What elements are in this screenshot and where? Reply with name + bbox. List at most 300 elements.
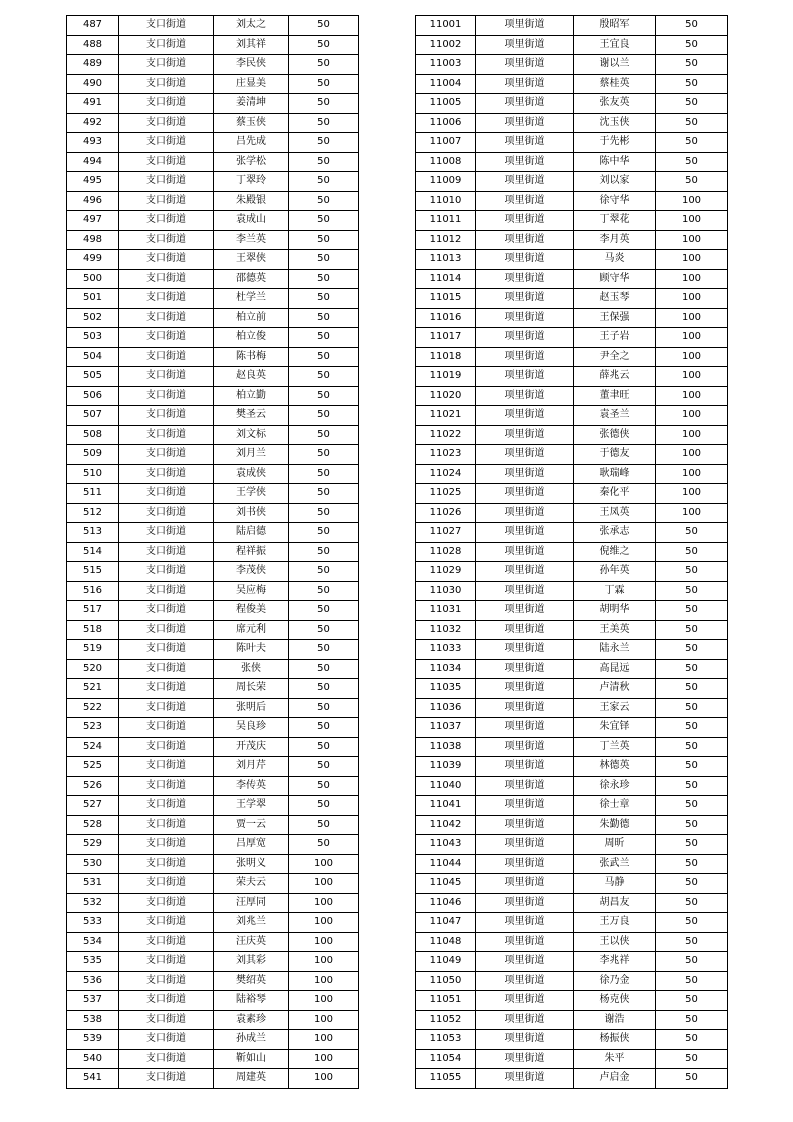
street-cell: 项里街道: [476, 113, 574, 133]
name-cell: 张明后: [214, 698, 289, 718]
row-number-cell: 493: [67, 133, 119, 153]
name-cell: 吴良珍: [214, 718, 289, 738]
street-cell: 项里街道: [476, 191, 574, 211]
street-cell: 项里街道: [476, 503, 574, 523]
table-row: [67, 659, 359, 679]
name-cell: 周昕: [574, 835, 656, 855]
amount-cell: 50: [289, 523, 359, 543]
street-cell: 项里街道: [476, 523, 574, 543]
name-cell: 袁成侠: [214, 464, 289, 484]
row-number-cell: 11035: [416, 679, 476, 699]
table-row: [416, 445, 728, 465]
name-cell: 陈中华: [574, 152, 656, 172]
name-cell: 刘月芹: [214, 757, 289, 777]
street-cell: 项里街道: [476, 250, 574, 270]
name-cell: 贾一云: [214, 815, 289, 835]
row-number-cell: 502: [67, 308, 119, 328]
street-cell: 支口街道: [119, 1010, 214, 1030]
amount-cell: 50: [289, 328, 359, 348]
amount-cell: 100: [289, 1049, 359, 1069]
table-row: [416, 133, 728, 153]
left-roster-table: [66, 15, 359, 1089]
table-row: [67, 737, 359, 757]
amount-cell: 50: [656, 35, 728, 55]
amount-cell: 50: [656, 640, 728, 660]
street-cell: 项里街道: [476, 737, 574, 757]
street-cell: 支口街道: [119, 698, 214, 718]
street-cell: 项里街道: [476, 289, 574, 309]
row-number-cell: 525: [67, 757, 119, 777]
table-row: [416, 289, 728, 309]
amount-cell: 100: [289, 1010, 359, 1030]
table-row: [416, 562, 728, 582]
amount-cell: 100: [656, 425, 728, 445]
street-cell: 项里街道: [476, 718, 574, 738]
row-number-cell: 11043: [416, 835, 476, 855]
amount-cell: 50: [656, 679, 728, 699]
amount-cell: 50: [656, 94, 728, 114]
table-row: [416, 328, 728, 348]
street-cell: 支口街道: [119, 269, 214, 289]
name-cell: 王家云: [574, 698, 656, 718]
amount-cell: 100: [656, 230, 728, 250]
amount-cell: 50: [289, 718, 359, 738]
street-cell: 项里街道: [476, 94, 574, 114]
street-cell: 项里街道: [476, 1030, 574, 1050]
right-roster-table: [415, 15, 728, 1089]
amount-cell: 50: [289, 815, 359, 835]
name-cell: 刘书侠: [214, 503, 289, 523]
table-row: [416, 620, 728, 640]
row-number-cell: 521: [67, 679, 119, 699]
table-row: [416, 74, 728, 94]
row-number-cell: 11017: [416, 328, 476, 348]
amount-cell: 100: [656, 250, 728, 270]
name-cell: 王宜良: [574, 35, 656, 55]
amount-cell: 50: [289, 172, 359, 192]
row-number-cell: 516: [67, 581, 119, 601]
row-number-cell: 11004: [416, 74, 476, 94]
amount-cell: 50: [289, 230, 359, 250]
name-cell: 徐守华: [574, 191, 656, 211]
name-cell: 殷昭军: [574, 16, 656, 36]
amount-cell: 50: [656, 796, 728, 816]
name-cell: 柏立勤: [214, 386, 289, 406]
name-cell: 柏立前: [214, 308, 289, 328]
row-number-cell: 11045: [416, 874, 476, 894]
table-row: [67, 932, 359, 952]
row-number-cell: 487: [67, 16, 119, 36]
table-row: [67, 211, 359, 231]
amount-cell: 50: [289, 133, 359, 153]
amount-cell: 50: [656, 542, 728, 562]
street-cell: 支口街道: [119, 464, 214, 484]
table-row: [416, 1010, 728, 1030]
amount-cell: 100: [656, 386, 728, 406]
street-cell: 项里街道: [476, 230, 574, 250]
table-row: [67, 1069, 359, 1089]
row-number-cell: 11005: [416, 94, 476, 114]
name-cell: 李兰英: [214, 230, 289, 250]
street-cell: 项里街道: [476, 445, 574, 465]
table-row: [416, 1049, 728, 1069]
name-cell: 陈叶夫: [214, 640, 289, 660]
amount-cell: 100: [289, 991, 359, 1011]
amount-cell: 100: [656, 289, 728, 309]
street-cell: 项里街道: [476, 1049, 574, 1069]
name-cell: 卢启金: [574, 1069, 656, 1089]
name-cell: 朱宜铎: [574, 718, 656, 738]
street-cell: 项里街道: [476, 640, 574, 660]
row-number-cell: 11052: [416, 1010, 476, 1030]
name-cell: 刘兆兰: [214, 913, 289, 933]
table-row: [416, 367, 728, 387]
amount-cell: 100: [656, 406, 728, 426]
table-row: [416, 347, 728, 367]
name-cell: 徐永珍: [574, 776, 656, 796]
name-cell: 王学侠: [214, 484, 289, 504]
table-row: [416, 1030, 728, 1050]
street-cell: 支口街道: [119, 152, 214, 172]
row-number-cell: 533: [67, 913, 119, 933]
name-cell: 谢以兰: [574, 55, 656, 75]
row-number-cell: 528: [67, 815, 119, 835]
street-cell: 支口街道: [119, 328, 214, 348]
table-row: [416, 874, 728, 894]
row-number-cell: 540: [67, 1049, 119, 1069]
row-number-cell: 541: [67, 1069, 119, 1089]
table-row: [416, 35, 728, 55]
name-cell: 于先彬: [574, 133, 656, 153]
table-row: [416, 308, 728, 328]
street-cell: 项里街道: [476, 562, 574, 582]
name-cell: 靳如山: [214, 1049, 289, 1069]
amount-cell: 50: [289, 55, 359, 75]
street-cell: 项里街道: [476, 698, 574, 718]
street-cell: 支口街道: [119, 737, 214, 757]
name-cell: 吕先成: [214, 133, 289, 153]
name-cell: 倪维之: [574, 542, 656, 562]
street-cell: 项里街道: [476, 55, 574, 75]
table-row: [67, 523, 359, 543]
row-number-cell: 526: [67, 776, 119, 796]
name-cell: 程祥振: [214, 542, 289, 562]
table-row: [416, 94, 728, 114]
amount-cell: 50: [656, 991, 728, 1011]
name-cell: 袁圣兰: [574, 406, 656, 426]
table-row: [416, 581, 728, 601]
amount-cell: 50: [289, 640, 359, 660]
street-cell: 支口街道: [119, 542, 214, 562]
amount-cell: 100: [656, 308, 728, 328]
row-number-cell: 492: [67, 113, 119, 133]
street-cell: 项里街道: [476, 35, 574, 55]
amount-cell: 50: [289, 445, 359, 465]
amount-cell: 50: [656, 698, 728, 718]
street-cell: 项里街道: [476, 74, 574, 94]
row-number-cell: 11040: [416, 776, 476, 796]
table-row: [67, 464, 359, 484]
amount-cell: 100: [656, 367, 728, 387]
left-table-body: [67, 16, 359, 1089]
amount-cell: 100: [289, 932, 359, 952]
street-cell: 支口街道: [119, 386, 214, 406]
row-number-cell: 11021: [416, 406, 476, 426]
street-cell: 支口街道: [119, 913, 214, 933]
street-cell: 支口街道: [119, 191, 214, 211]
row-number-cell: 491: [67, 94, 119, 114]
name-cell: 王子岩: [574, 328, 656, 348]
amount-cell: 100: [656, 269, 728, 289]
table-row: [416, 991, 728, 1011]
table-row: [67, 347, 359, 367]
amount-cell: 50: [289, 562, 359, 582]
amount-cell: 50: [656, 913, 728, 933]
row-number-cell: 11050: [416, 971, 476, 991]
street-cell: 项里街道: [476, 601, 574, 621]
street-cell: 支口街道: [119, 776, 214, 796]
name-cell: 沈玉侠: [574, 113, 656, 133]
row-number-cell: 11036: [416, 698, 476, 718]
street-cell: 支口街道: [119, 679, 214, 699]
table-row: [416, 1069, 728, 1089]
name-cell: 蔡玉侠: [214, 113, 289, 133]
table-row: [67, 308, 359, 328]
row-number-cell: 494: [67, 152, 119, 172]
table-row: [67, 796, 359, 816]
table-row: [416, 952, 728, 972]
name-cell: 开茂庆: [214, 737, 289, 757]
name-cell: 王美英: [574, 620, 656, 640]
row-number-cell: 11001: [416, 16, 476, 36]
name-cell: 陆裕琴: [214, 991, 289, 1011]
amount-cell: 50: [289, 74, 359, 94]
amount-cell: 50: [656, 133, 728, 153]
name-cell: 朱平: [574, 1049, 656, 1069]
row-number-cell: 11053: [416, 1030, 476, 1050]
row-number-cell: 11014: [416, 269, 476, 289]
row-number-cell: 500: [67, 269, 119, 289]
row-number-cell: 499: [67, 250, 119, 270]
street-cell: 支口街道: [119, 484, 214, 504]
row-number-cell: 518: [67, 620, 119, 640]
street-cell: 支口街道: [119, 640, 214, 660]
street-cell: 支口街道: [119, 289, 214, 309]
name-cell: 胡明华: [574, 601, 656, 621]
row-number-cell: 11029: [416, 562, 476, 582]
street-cell: 支口街道: [119, 250, 214, 270]
row-number-cell: 539: [67, 1030, 119, 1050]
row-number-cell: 515: [67, 562, 119, 582]
name-cell: 周建英: [214, 1069, 289, 1089]
amount-cell: 50: [289, 367, 359, 387]
street-cell: 支口街道: [119, 971, 214, 991]
amount-cell: 50: [656, 601, 728, 621]
street-cell: 支口街道: [119, 893, 214, 913]
street-cell: 支口街道: [119, 620, 214, 640]
name-cell: 李传英: [214, 776, 289, 796]
row-number-cell: 513: [67, 523, 119, 543]
table-row: [416, 113, 728, 133]
row-number-cell: 506: [67, 386, 119, 406]
row-number-cell: 11031: [416, 601, 476, 621]
name-cell: 王万良: [574, 913, 656, 933]
row-number-cell: 522: [67, 698, 119, 718]
amount-cell: 100: [656, 211, 728, 231]
amount-cell: 50: [656, 815, 728, 835]
name-cell: 耿瑞峰: [574, 464, 656, 484]
row-number-cell: 11006: [416, 113, 476, 133]
street-cell: 项里街道: [476, 172, 574, 192]
street-cell: 支口街道: [119, 230, 214, 250]
table-row: [67, 620, 359, 640]
name-cell: 袁成山: [214, 211, 289, 231]
amount-cell: 50: [289, 386, 359, 406]
street-cell: 项里街道: [476, 367, 574, 387]
street-cell: 项里街道: [476, 406, 574, 426]
amount-cell: 50: [289, 347, 359, 367]
table-row: [67, 386, 359, 406]
table-row: [67, 542, 359, 562]
table-row: [416, 172, 728, 192]
street-cell: 支口街道: [119, 581, 214, 601]
amount-cell: 50: [656, 523, 728, 543]
table-row: [67, 1030, 359, 1050]
street-cell: 支口街道: [119, 1049, 214, 1069]
name-cell: 董聿旺: [574, 386, 656, 406]
amount-cell: 100: [289, 913, 359, 933]
street-cell: 支口街道: [119, 16, 214, 36]
name-cell: 朱殿银: [214, 191, 289, 211]
table-row: [67, 874, 359, 894]
row-number-cell: 538: [67, 1010, 119, 1030]
row-number-cell: 11023: [416, 445, 476, 465]
name-cell: 张武兰: [574, 854, 656, 874]
name-cell: 薛兆云: [574, 367, 656, 387]
amount-cell: 50: [289, 503, 359, 523]
street-cell: 支口街道: [119, 991, 214, 1011]
table-row: [67, 991, 359, 1011]
table-row: [67, 74, 359, 94]
table-row: [67, 971, 359, 991]
street-cell: 项里街道: [476, 679, 574, 699]
amount-cell: 50: [656, 113, 728, 133]
street-cell: 项里街道: [476, 913, 574, 933]
amount-cell: 50: [289, 698, 359, 718]
street-cell: 项里街道: [476, 620, 574, 640]
street-cell: 支口街道: [119, 874, 214, 894]
row-number-cell: 11009: [416, 172, 476, 192]
name-cell: 王学翠: [214, 796, 289, 816]
street-cell: 支口街道: [119, 445, 214, 465]
table-row: [67, 640, 359, 660]
street-cell: 项里街道: [476, 952, 574, 972]
row-number-cell: 511: [67, 484, 119, 504]
amount-cell: 50: [656, 757, 728, 777]
row-number-cell: 11028: [416, 542, 476, 562]
table-row: [67, 601, 359, 621]
amount-cell: 50: [656, 854, 728, 874]
street-cell: 项里街道: [476, 971, 574, 991]
table-row: [67, 250, 359, 270]
street-cell: 支口街道: [119, 74, 214, 94]
street-cell: 支口街道: [119, 425, 214, 445]
street-cell: 支口街道: [119, 94, 214, 114]
name-cell: 李茂侠: [214, 562, 289, 582]
amount-cell: 50: [656, 620, 728, 640]
name-cell: 张承志: [574, 523, 656, 543]
row-number-cell: 11033: [416, 640, 476, 660]
name-cell: 李月英: [574, 230, 656, 250]
row-number-cell: 11034: [416, 659, 476, 679]
row-number-cell: 11046: [416, 893, 476, 913]
street-cell: 项里街道: [476, 893, 574, 913]
street-cell: 项里街道: [476, 659, 574, 679]
name-cell: 赵良英: [214, 367, 289, 387]
row-number-cell: 11051: [416, 991, 476, 1011]
name-cell: 杨振侠: [574, 1030, 656, 1050]
amount-cell: 100: [656, 464, 728, 484]
name-cell: 王凤英: [574, 503, 656, 523]
row-number-cell: 11008: [416, 152, 476, 172]
row-number-cell: 495: [67, 172, 119, 192]
row-number-cell: 11012: [416, 230, 476, 250]
name-cell: 顾守华: [574, 269, 656, 289]
table-row: [67, 230, 359, 250]
row-number-cell: 11027: [416, 523, 476, 543]
amount-cell: 100: [656, 445, 728, 465]
street-cell: 支口街道: [119, 952, 214, 972]
table-row: [416, 835, 728, 855]
right-table-body: [416, 16, 728, 1089]
row-number-cell: 11038: [416, 737, 476, 757]
street-cell: 项里街道: [476, 1010, 574, 1030]
row-number-cell: 11015: [416, 289, 476, 309]
street-cell: 支口街道: [119, 815, 214, 835]
name-cell: 吕厚宽: [214, 835, 289, 855]
row-number-cell: 11022: [416, 425, 476, 445]
amount-cell: 50: [656, 971, 728, 991]
street-cell: 项里街道: [476, 133, 574, 153]
amount-cell: 100: [656, 503, 728, 523]
amount-cell: 50: [289, 796, 359, 816]
row-number-cell: 496: [67, 191, 119, 211]
amount-cell: 100: [289, 1069, 359, 1089]
table-row: [416, 406, 728, 426]
street-cell: 支口街道: [119, 35, 214, 55]
amount-cell: 100: [656, 347, 728, 367]
street-cell: 项里街道: [476, 386, 574, 406]
name-cell: 席元利: [214, 620, 289, 640]
table-row: [67, 776, 359, 796]
table-row: [67, 191, 359, 211]
row-number-cell: 505: [67, 367, 119, 387]
name-cell: 樊圣云: [214, 406, 289, 426]
amount-cell: 50: [289, 835, 359, 855]
amount-cell: 50: [289, 659, 359, 679]
name-cell: 张侠: [214, 659, 289, 679]
table-row: [67, 893, 359, 913]
table-row: [416, 425, 728, 445]
amount-cell: 50: [656, 152, 728, 172]
table-row: [67, 679, 359, 699]
row-number-cell: 11018: [416, 347, 476, 367]
name-cell: 王翠侠: [214, 250, 289, 270]
street-cell: 项里街道: [476, 1069, 574, 1089]
amount-cell: 50: [289, 191, 359, 211]
amount-cell: 50: [289, 484, 359, 504]
table-row: [416, 503, 728, 523]
